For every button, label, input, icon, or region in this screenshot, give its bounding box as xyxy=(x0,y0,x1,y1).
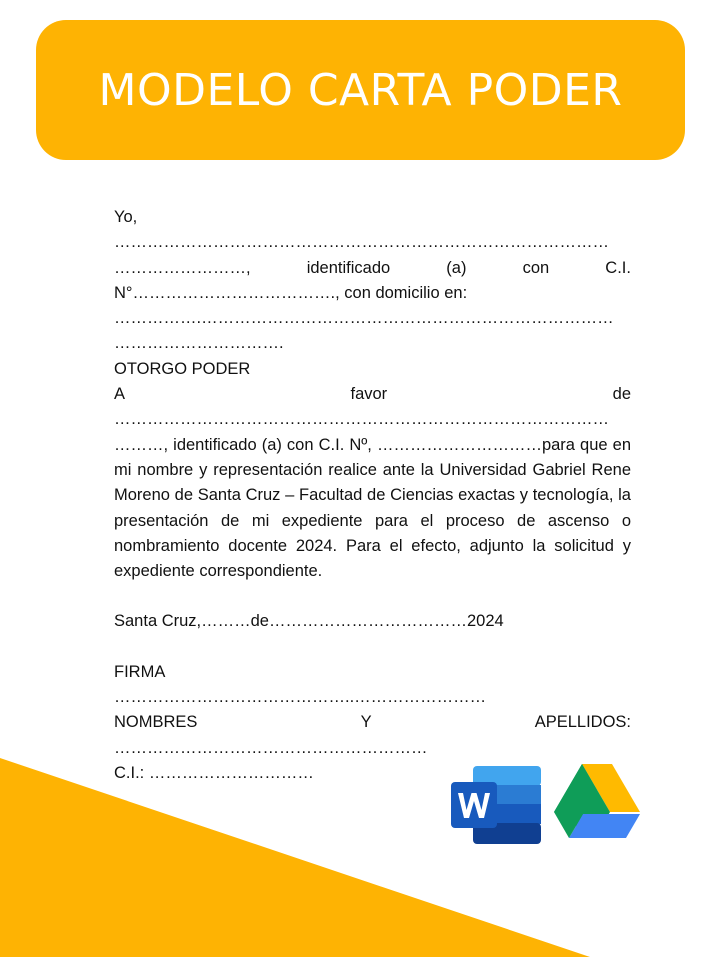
id-line-word: ……………………, xyxy=(114,258,251,277)
page-title: MODELO CARTA PODER xyxy=(98,64,623,116)
date-line: Santa Cruz,………de………………………………2024 xyxy=(114,612,504,631)
purpose-paragraph: ………, identificado (a) con C.I. Nº, …………………………para que en mi nombre y representación realice ante la Universidad Gabriel Rene Moreno de Santa Cruz – Facultad de Ciencias exactas y tecnología, la presentación de mi expediente para el proceso de ascenso o nombramiento docente 2024. Para el efecto, adjunto la solicitud y expediente correspondiente. xyxy=(114,435,631,581)
grant-heading: OTORGO PODER xyxy=(114,359,251,378)
favor-line xyxy=(114,382,631,407)
id-line-word: con xyxy=(522,258,550,277)
id-line-word: (a) xyxy=(446,258,467,277)
names-line-word: APELLIDOS: xyxy=(534,713,631,732)
id-line-word: identificado xyxy=(306,258,391,277)
title-banner xyxy=(36,20,685,160)
signature-blank-line: ……………………………………..…………………… xyxy=(114,688,487,707)
signature-label: FIRMA xyxy=(114,662,166,681)
id-line xyxy=(114,256,631,281)
ci-line: C.I.: ………………………… xyxy=(114,763,314,782)
spacer xyxy=(114,584,631,609)
spacer xyxy=(114,635,631,660)
greeting: Yo, xyxy=(114,208,138,226)
letter-body xyxy=(114,205,631,786)
address-blank-line-2: …………………………. xyxy=(114,334,284,353)
google-drive-icon xyxy=(553,762,641,840)
attorney-blank-line: ……………………………………………………………………………… xyxy=(114,410,609,429)
favor-line-word: A xyxy=(114,385,126,404)
favor-line-word: de xyxy=(612,385,631,404)
name-blank-line: ……………………………………………………………………………… xyxy=(114,233,609,252)
address-blank-line: …………….………………………………………………………………… xyxy=(114,309,614,328)
names-line-word: NOMBRES xyxy=(114,713,198,732)
favor-line-word: favor xyxy=(350,385,388,404)
address-line: N°………………………………., con domicilio en: xyxy=(114,283,468,302)
id-line-word: C.I. xyxy=(605,258,631,277)
names-line-word: Y xyxy=(360,713,372,732)
names-line xyxy=(114,710,631,735)
names-blank-line: ………………………………………………… xyxy=(114,738,428,757)
microsoft-word-icon xyxy=(449,764,543,846)
